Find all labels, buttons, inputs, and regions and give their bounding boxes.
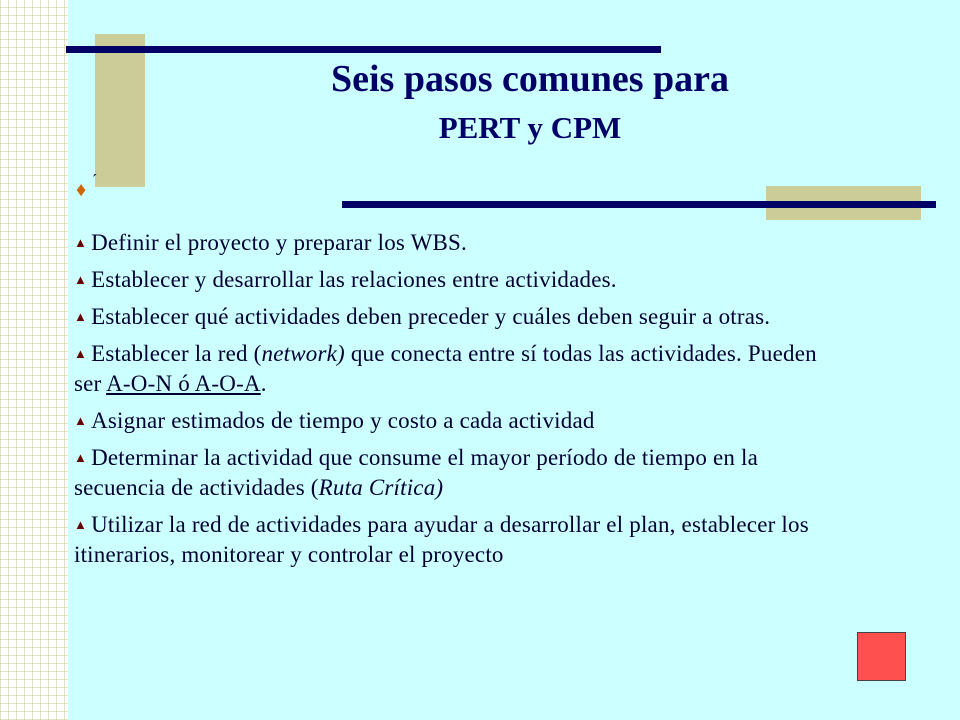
step-text-italic: network) xyxy=(261,341,345,366)
navy-rule-top xyxy=(66,46,661,53)
title-line-2: PERT y CPM xyxy=(438,110,622,145)
steps-list xyxy=(74,228,844,577)
triangle-bullet-icon: ▲ xyxy=(74,346,88,361)
list-item xyxy=(74,443,844,503)
list-item xyxy=(74,302,844,332)
step-text: Establecer y desarrollar las relaciones entre actividades. xyxy=(91,267,617,292)
list-item xyxy=(74,339,844,399)
list-item xyxy=(74,265,844,295)
triangle-bullet-icon: ▲ xyxy=(74,413,88,428)
step-text: Utilizar la red de actividades para ayudar a desarrollar el plan, establecer los itinerarios, monitorear y controlar el proyecto xyxy=(74,512,809,567)
navy-rule-middle xyxy=(342,201,936,208)
olive-accent-block-top xyxy=(95,34,145,187)
step-text: Asignar estimados de tiempo y costo a cada actividad xyxy=(91,408,595,433)
triangle-bullet-icon: ▲ xyxy=(74,272,88,287)
red-square-decoration xyxy=(857,632,906,681)
step-text: Establecer qué actividades deben preceder y cuáles deben seguir a otras. xyxy=(91,304,771,329)
list-item xyxy=(74,228,844,258)
triangle-bullet-icon: ▲ xyxy=(74,517,88,532)
step-text: Establecer la red ( xyxy=(91,341,262,366)
list-item xyxy=(74,510,844,570)
title-line-1: Seis pasos comunes para xyxy=(331,58,729,100)
step-text: Determinar la actividad que consume el mayor período de tiempo en la secuencia de actividades ( xyxy=(74,445,759,500)
network-type-link-text: A-O-N ó A-O-A xyxy=(106,371,261,396)
slide-title xyxy=(180,54,880,150)
triangle-bullet-icon: ▲ xyxy=(74,235,88,250)
step-text-italic: Ruta Crítica) xyxy=(318,475,444,500)
step-text: Definir el proyecto y preparar los WBS. xyxy=(91,230,467,255)
triangle-bullet-icon: ▲ xyxy=(74,450,88,465)
list-item xyxy=(74,406,844,436)
accent-mark: ´ xyxy=(92,172,98,189)
triangle-bullet-icon: ▲ xyxy=(74,309,88,324)
checkered-side-strip xyxy=(0,0,68,720)
step-text: que conecta entre sí todas las actividades. Pueden ser xyxy=(74,341,817,396)
diamond-bullet-icon: ♦ xyxy=(76,179,87,201)
step-text: . xyxy=(260,371,267,396)
